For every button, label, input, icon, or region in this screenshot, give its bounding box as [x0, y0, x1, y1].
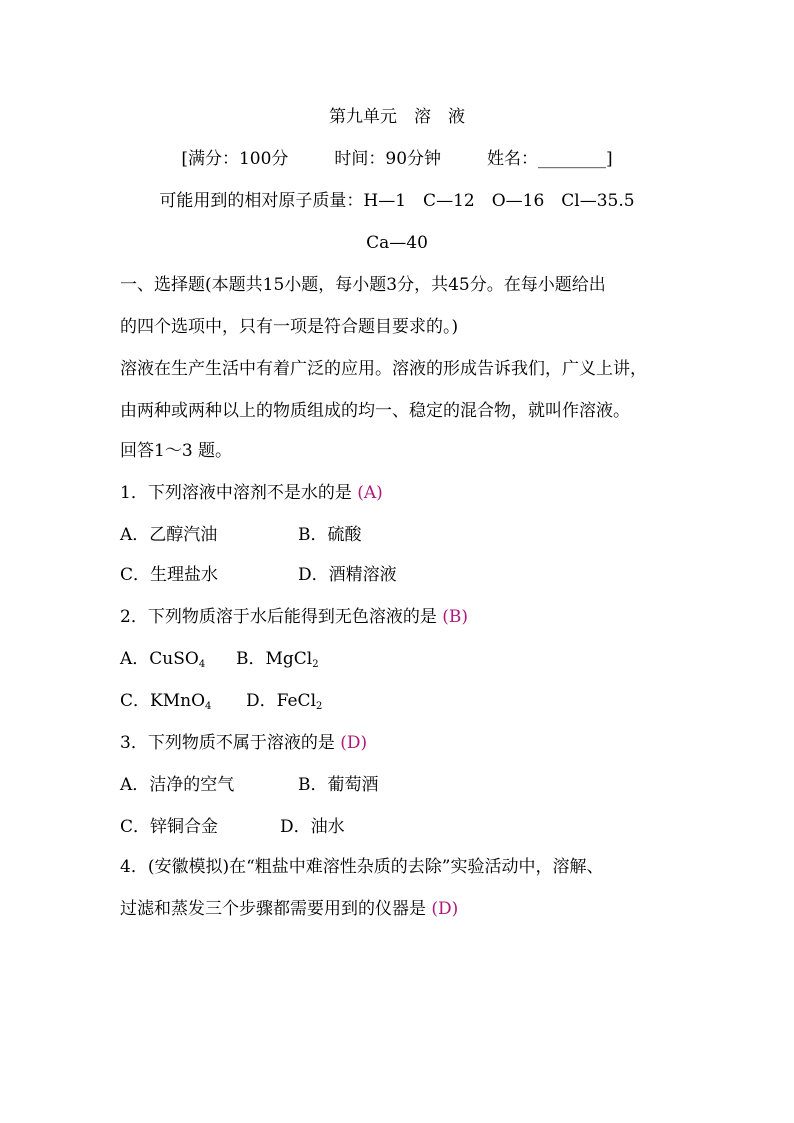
question-2-stem: [120, 605, 468, 629]
question-stem-text: 3．下列物质不属于溶液的是: [120, 733, 335, 753]
question-stem-text: 过滤和蒸发三个步骤都需要用到的仪器是: [120, 899, 426, 919]
question-1-stem: [120, 481, 383, 505]
intro-line3: 回答1～3 题。: [120, 441, 233, 461]
name-field: 姓名：________]: [487, 149, 613, 169]
question-3-stem: [120, 731, 367, 755]
q2-option-d: D．FeCl$_2$: [246, 691, 323, 712]
q1-option-a: A．乙醇汽油: [120, 525, 218, 545]
answer-mark: (B): [442, 607, 468, 627]
q1-option-c: C．生理盐水: [120, 565, 219, 585]
page-title: 第九单元 溶 液: [329, 107, 465, 127]
question-4-stem-line1: 4．(安徽模拟)在“粗盐中难溶性杂质的去除”实验活动中，溶解、: [120, 857, 604, 877]
intro-line1: 溶液在生产生活中有着广泛的应用。溶液的形成告诉我们，广义上讲，: [120, 359, 647, 379]
answer-mark: (D): [340, 733, 368, 753]
full-score: [满分：100分: [181, 149, 289, 169]
q2-option-b: B．MgCl$_2$: [236, 649, 319, 670]
section-heading-line1: 一、选择题(本题共15小题，每小题3分，共45分。在每小题给出: [120, 275, 606, 295]
q3-option-b: B．葡萄酒: [298, 775, 379, 795]
q2-option-a: A．CuSO$_4$: [120, 649, 206, 670]
answer-mark: (D): [431, 899, 459, 919]
exam-header: [0, 147, 794, 171]
q2-option-c: C．KMnO$_4$: [120, 691, 212, 712]
q1-option-d: D．酒精溶液: [298, 565, 397, 585]
question-4-stem-line2: [120, 897, 458, 921]
atomic-mass-line2: Ca—40: [366, 233, 428, 253]
q3-option-d: D．油水: [280, 817, 345, 837]
answer-mark: (A): [357, 483, 383, 503]
question-stem-text: 2．下列物质溶于水后能得到无色溶液的是: [120, 607, 437, 627]
intro-line2: 由两种或两种以上的物质组成的均一、稳定的混合物，就叫作溶液。: [120, 401, 630, 421]
time-limit: 时间：90分钟: [334, 149, 442, 169]
atomic-mass-line1: 可能用到的相对原子质量：H—1 C—12 O—16 Cl—35.5: [159, 191, 635, 211]
q3-option-a: A．洁净的空气: [120, 775, 235, 795]
question-stem-text: 1．下列溶液中溶剂不是水的是: [120, 483, 352, 503]
q1-option-b: B．硫酸: [298, 525, 362, 545]
q3-option-c: C．锌铜合金: [120, 817, 219, 837]
section-heading-line2: 的四个选项中，只有一项是符合题目要求的。): [120, 317, 459, 337]
